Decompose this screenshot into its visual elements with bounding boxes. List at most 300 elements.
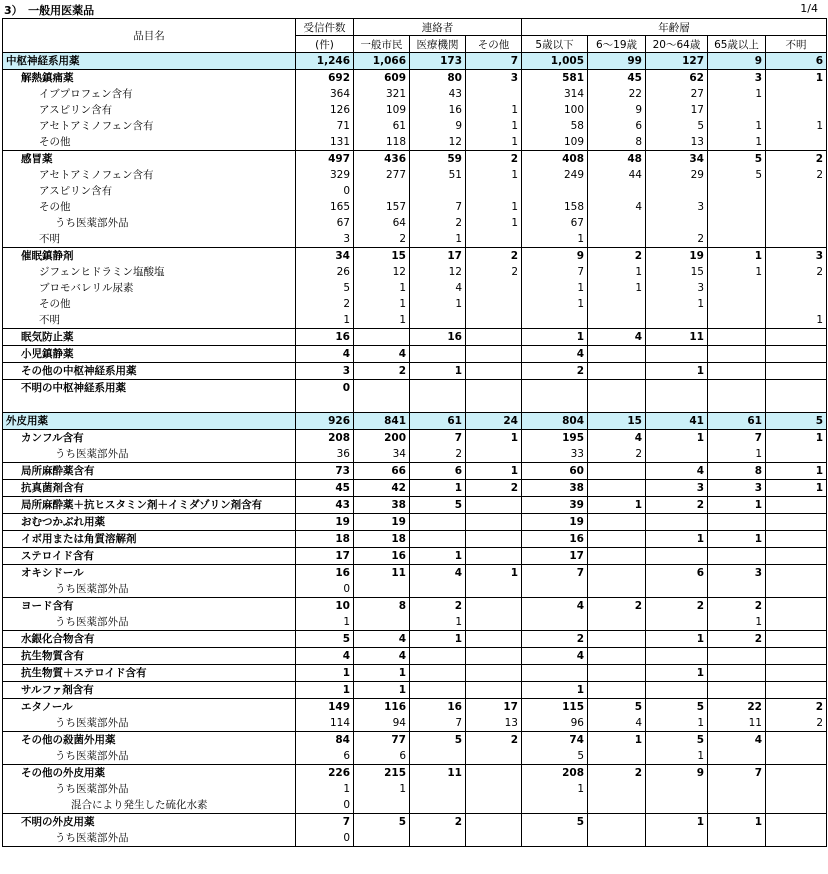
contact-other-cell: [466, 665, 522, 682]
count-cell: 10: [296, 598, 354, 615]
contact-public-cell: 109: [354, 102, 410, 118]
header-age-20-64: 20～64歳: [646, 36, 708, 53]
contact-public-cell: 34: [354, 446, 410, 463]
item-name-cell: ブロモバレリル尿素: [3, 280, 296, 296]
age-6-19-cell: 9: [588, 102, 646, 118]
contact-medical-cell: 1: [410, 614, 466, 631]
contact-medical-cell: 16: [410, 102, 466, 118]
age-6-19-cell: 45: [588, 70, 646, 87]
age-0-5-cell: 1: [522, 280, 588, 296]
count-cell: 1: [296, 665, 354, 682]
age-20-64-cell: [646, 614, 708, 631]
count-cell: 208: [296, 430, 354, 447]
age-unknown-cell: [766, 614, 827, 631]
item-name-cell: アスピリン含有: [3, 183, 296, 199]
age-0-5-cell: 4: [522, 346, 588, 363]
age-0-5-cell: 39: [522, 497, 588, 514]
age-6-19-cell: 22: [588, 86, 646, 102]
age-0-5-cell: 74: [522, 732, 588, 749]
age-20-64-cell: [646, 781, 708, 797]
age-0-5-cell: 60: [522, 463, 588, 480]
contact-other-cell: 24: [466, 413, 522, 430]
count-cell: 1: [296, 312, 354, 329]
age-unknown-cell: [766, 814, 827, 831]
contact-public-cell: [354, 329, 410, 346]
age-unknown-cell: 2: [766, 699, 827, 716]
age-20-64-cell: 1: [646, 748, 708, 765]
age-unknown-cell: 5: [766, 413, 827, 430]
header-contact-other: その他: [466, 36, 522, 53]
table-row: [3, 346, 827, 363]
contact-medical-cell: 2: [410, 598, 466, 615]
age-20-64-cell: [646, 183, 708, 199]
age-20-64-cell: 3: [646, 480, 708, 497]
age-20-64-cell: 127: [646, 53, 708, 70]
contact-public-cell: 64: [354, 215, 410, 231]
header-item: 品目名: [3, 19, 296, 53]
age-20-64-cell: 1: [646, 814, 708, 831]
table-row: [3, 363, 827, 380]
contact-other-cell: 1: [466, 167, 522, 183]
contact-public-cell: 841: [354, 413, 410, 430]
age-20-64-cell: 1: [646, 363, 708, 380]
age-20-64-cell: 9: [646, 765, 708, 782]
contact-other-cell: [466, 765, 522, 782]
age-65-plus-cell: [708, 581, 766, 598]
age-6-19-cell: 1: [588, 497, 646, 514]
table-row: [3, 548, 827, 565]
age-0-5-cell: 408: [522, 151, 588, 168]
contact-medical-cell: 7: [410, 430, 466, 447]
contact-medical-cell: 80: [410, 70, 466, 87]
table-row: [3, 167, 827, 183]
count-cell: 7: [296, 814, 354, 831]
age-6-19-cell: 6: [588, 118, 646, 134]
age-unknown-cell: 2: [766, 715, 827, 732]
age-6-19-cell: 2: [588, 598, 646, 615]
contact-other-cell: 2: [466, 480, 522, 497]
header-count-unit: (件): [296, 36, 354, 53]
item-name-cell: うち医薬部外品: [3, 614, 296, 631]
age-unknown-cell: 1: [766, 480, 827, 497]
contact-public-cell: 1: [354, 665, 410, 682]
age-65-plus-cell: 3: [708, 480, 766, 497]
item-name-cell: 中枢神経系用薬: [3, 53, 296, 70]
header-count: 受信件数: [296, 19, 354, 36]
age-0-5-cell: [522, 797, 588, 814]
contact-public-cell: 1: [354, 280, 410, 296]
contact-medical-cell: 1: [410, 363, 466, 380]
contact-medical-cell: [410, 346, 466, 363]
age-unknown-cell: [766, 565, 827, 582]
age-20-64-cell: 15: [646, 264, 708, 280]
contact-medical-cell: 9: [410, 118, 466, 134]
contact-other-cell: 2: [466, 264, 522, 280]
contact-other-cell: 3: [466, 70, 522, 87]
count-cell: 26: [296, 264, 354, 280]
age-65-plus-cell: 2: [708, 598, 766, 615]
table-row: [3, 430, 827, 447]
contact-other-cell: [466, 648, 522, 665]
contact-other-cell: [466, 830, 522, 847]
age-unknown-cell: [766, 631, 827, 648]
age-6-19-cell: [588, 548, 646, 565]
count-cell: 226: [296, 765, 354, 782]
table-row: [3, 248, 827, 265]
contact-medical-cell: [410, 682, 466, 699]
table-row: [3, 765, 827, 782]
age-20-64-cell: [646, 446, 708, 463]
table-row: [3, 183, 827, 199]
age-20-64-cell: [646, 514, 708, 531]
age-65-plus-cell: 2: [708, 631, 766, 648]
count-cell: 692: [296, 70, 354, 87]
contact-other-cell: [466, 631, 522, 648]
item-name-cell: 不明: [3, 231, 296, 248]
age-20-64-cell: 2: [646, 497, 708, 514]
age-65-plus-cell: [708, 380, 766, 397]
age-20-64-cell: [646, 797, 708, 814]
contact-public-cell: 2: [354, 231, 410, 248]
age-65-plus-cell: 1: [708, 118, 766, 134]
age-65-plus-cell: 8: [708, 463, 766, 480]
contact-medical-cell: 2: [410, 814, 466, 831]
count-cell: 1: [296, 682, 354, 699]
age-0-5-cell: 5: [522, 748, 588, 765]
age-6-19-cell: [588, 346, 646, 363]
item-name-cell: イボ用または角質溶解剤: [3, 531, 296, 548]
age-6-19-cell: [588, 830, 646, 847]
table-row: [3, 134, 827, 151]
age-0-5-cell: [522, 665, 588, 682]
item-name-cell: その他の中枢神経系用薬: [3, 363, 296, 380]
age-20-64-cell: 34: [646, 151, 708, 168]
age-65-plus-cell: [708, 312, 766, 329]
contact-public-cell: 12: [354, 264, 410, 280]
age-65-plus-cell: [708, 548, 766, 565]
table-row: [3, 797, 827, 814]
table-row: [3, 565, 827, 582]
age-65-plus-cell: [708, 396, 766, 413]
age-6-19-cell: 1: [588, 264, 646, 280]
header-age-0-5: 5歳以下: [522, 36, 588, 53]
age-0-5-cell: 1: [522, 682, 588, 699]
contact-medical-cell: 173: [410, 53, 466, 70]
contact-public-cell: [354, 396, 410, 413]
age-65-plus-cell: [708, 199, 766, 215]
age-6-19-cell: [588, 183, 646, 199]
count-cell: 1: [296, 614, 354, 631]
item-name-cell: うち医薬部外品: [3, 581, 296, 598]
contact-medical-cell: [410, 797, 466, 814]
contact-other-cell: [466, 781, 522, 797]
contact-public-cell: 15: [354, 248, 410, 265]
table-row: [3, 463, 827, 480]
age-65-plus-cell: [708, 329, 766, 346]
contact-other-cell: 7: [466, 53, 522, 70]
age-20-64-cell: 1: [646, 631, 708, 648]
age-0-5-cell: 1: [522, 296, 588, 312]
count-cell: 364: [296, 86, 354, 102]
age-6-19-cell: 4: [588, 715, 646, 732]
age-0-5-cell: 109: [522, 134, 588, 151]
contact-other-cell: [466, 581, 522, 598]
age-65-plus-cell: [708, 346, 766, 363]
contact-medical-cell: 11: [410, 765, 466, 782]
header-age-unknown: 不明: [766, 36, 827, 53]
header-age-6-19: 6～19歳: [588, 36, 646, 53]
age-0-5-cell: 7: [522, 565, 588, 582]
age-0-5-cell: [522, 581, 588, 598]
contact-other-cell: [466, 497, 522, 514]
age-unknown-cell: 1: [766, 463, 827, 480]
age-unknown-cell: [766, 280, 827, 296]
contact-other-cell: [466, 363, 522, 380]
age-20-64-cell: 1: [646, 531, 708, 548]
count-cell: 17: [296, 548, 354, 565]
age-20-64-cell: [646, 682, 708, 699]
header-contact-public: 一般市民: [354, 36, 410, 53]
contact-public-cell: 1: [354, 312, 410, 329]
contact-public-cell: 200: [354, 430, 410, 447]
age-0-5-cell: 581: [522, 70, 588, 87]
age-20-64-cell: 11: [646, 329, 708, 346]
contact-other-cell: [466, 814, 522, 831]
item-name-cell: うち医薬部外品: [3, 215, 296, 231]
count-cell: 67: [296, 215, 354, 231]
item-name-cell: イブプロフェン含有: [3, 86, 296, 102]
contact-medical-cell: 2: [410, 446, 466, 463]
age-6-19-cell: 4: [588, 199, 646, 215]
count-cell: 0: [296, 830, 354, 847]
age-unknown-cell: [766, 346, 827, 363]
age-65-plus-cell: 5: [708, 167, 766, 183]
age-0-5-cell: 1: [522, 329, 588, 346]
age-0-5-cell: 96: [522, 715, 588, 732]
age-6-19-cell: [588, 814, 646, 831]
contact-other-cell: 13: [466, 715, 522, 732]
contact-medical-cell: [410, 380, 466, 397]
age-65-plus-cell: 1: [708, 264, 766, 280]
age-6-19-cell: [588, 312, 646, 329]
age-unknown-cell: [766, 86, 827, 102]
age-6-19-cell: [588, 614, 646, 631]
age-6-19-cell: 8: [588, 134, 646, 151]
age-20-64-cell: 13: [646, 134, 708, 151]
age-6-19-cell: [588, 231, 646, 248]
age-0-5-cell: 1: [522, 781, 588, 797]
age-0-5-cell: 5: [522, 814, 588, 831]
item-name-cell: オキシドール: [3, 565, 296, 582]
age-65-plus-cell: 7: [708, 430, 766, 447]
count-cell: 497: [296, 151, 354, 168]
age-65-plus-cell: 3: [708, 565, 766, 582]
age-65-plus-cell: 5: [708, 151, 766, 168]
age-6-19-cell: [588, 531, 646, 548]
item-name-cell: 局所麻酔薬含有: [3, 463, 296, 480]
contact-other-cell: [466, 380, 522, 397]
count-cell: 329: [296, 167, 354, 183]
age-20-64-cell: 41: [646, 413, 708, 430]
table-row: [3, 497, 827, 514]
header-contact-medical: 医療機関: [410, 36, 466, 53]
contact-other-cell: [466, 682, 522, 699]
age-unknown-cell: 6: [766, 53, 827, 70]
item-name-cell: カンフル含有: [3, 430, 296, 447]
age-unknown-cell: [766, 215, 827, 231]
age-20-64-cell: 4: [646, 463, 708, 480]
contact-medical-cell: [410, 312, 466, 329]
age-65-plus-cell: [708, 748, 766, 765]
age-unknown-cell: [766, 380, 827, 397]
age-65-plus-cell: 1: [708, 446, 766, 463]
age-65-plus-cell: [708, 682, 766, 699]
age-20-64-cell: 27: [646, 86, 708, 102]
age-6-19-cell: [588, 565, 646, 582]
contact-public-cell: 6: [354, 748, 410, 765]
count-cell: 71: [296, 118, 354, 134]
contact-medical-cell: 1: [410, 296, 466, 312]
age-65-plus-cell: [708, 830, 766, 847]
contact-other-cell: [466, 86, 522, 102]
age-0-5-cell: 38: [522, 480, 588, 497]
item-name-cell: エタノール: [3, 699, 296, 716]
contact-public-cell: 2: [354, 363, 410, 380]
contact-medical-cell: [410, 514, 466, 531]
contact-public-cell: 118: [354, 134, 410, 151]
age-unknown-cell: [766, 548, 827, 565]
age-6-19-cell: [588, 631, 646, 648]
item-name-cell: 抗生物質＋ステロイド含有: [3, 665, 296, 682]
age-6-19-cell: [588, 581, 646, 598]
age-unknown-cell: 2: [766, 167, 827, 183]
age-0-5-cell: 158: [522, 199, 588, 215]
age-20-64-cell: [646, 581, 708, 598]
age-0-5-cell: [522, 396, 588, 413]
age-65-plus-cell: [708, 231, 766, 248]
age-65-plus-cell: 61: [708, 413, 766, 430]
age-unknown-cell: 2: [766, 264, 827, 280]
age-0-5-cell: 58: [522, 118, 588, 134]
contact-public-cell: 42: [354, 480, 410, 497]
age-6-19-cell: 15: [588, 413, 646, 430]
count-cell: [296, 396, 354, 413]
contact-other-cell: [466, 296, 522, 312]
table-row: [3, 682, 827, 699]
age-6-19-cell: 2: [588, 248, 646, 265]
count-cell: 149: [296, 699, 354, 716]
contact-public-cell: 116: [354, 699, 410, 716]
age-65-plus-cell: 3: [708, 70, 766, 87]
contact-medical-cell: 2: [410, 215, 466, 231]
age-6-19-cell: [588, 463, 646, 480]
contact-medical-cell: 59: [410, 151, 466, 168]
item-name-cell: 催眠鎮静剤: [3, 248, 296, 265]
table-row: [3, 151, 827, 168]
item-name-cell: 小児鎮静薬: [3, 346, 296, 363]
age-0-5-cell: [522, 830, 588, 847]
count-cell: 3: [296, 231, 354, 248]
table-row: [3, 514, 827, 531]
contact-other-cell: 1: [466, 215, 522, 231]
contact-medical-cell: 16: [410, 699, 466, 716]
age-0-5-cell: 2: [522, 631, 588, 648]
age-6-19-cell: 2: [588, 765, 646, 782]
age-6-19-cell: [588, 797, 646, 814]
age-20-64-cell: [646, 380, 708, 397]
count-cell: 114: [296, 715, 354, 732]
age-6-19-cell: 1: [588, 280, 646, 296]
count-cell: 43: [296, 497, 354, 514]
age-6-19-cell: [588, 380, 646, 397]
contact-other-cell: [466, 797, 522, 814]
contact-public-cell: 1: [354, 296, 410, 312]
age-65-plus-cell: [708, 296, 766, 312]
age-unknown-cell: [766, 134, 827, 151]
contact-medical-cell: 7: [410, 199, 466, 215]
item-name-cell: [3, 396, 296, 413]
contact-medical-cell: 17: [410, 248, 466, 265]
contact-other-cell: 2: [466, 151, 522, 168]
contact-public-cell: 61: [354, 118, 410, 134]
age-65-plus-cell: [708, 797, 766, 814]
contact-public-cell: 4: [354, 648, 410, 665]
contact-medical-cell: [410, 581, 466, 598]
statistics-table: [2, 18, 827, 847]
age-0-5-cell: 4: [522, 648, 588, 665]
age-20-64-cell: 1: [646, 430, 708, 447]
table-row: [3, 70, 827, 87]
item-name-cell: 抗生物質含有: [3, 648, 296, 665]
age-6-19-cell: 4: [588, 430, 646, 447]
contact-public-cell: 609: [354, 70, 410, 87]
contact-medical-cell: 1: [410, 480, 466, 497]
age-0-5-cell: 115: [522, 699, 588, 716]
table-body: [3, 53, 827, 847]
table-row: [3, 215, 827, 231]
item-name-cell: ジフェンヒドラミン塩酸塩: [3, 264, 296, 280]
contact-other-cell: [466, 280, 522, 296]
contact-medical-cell: 12: [410, 264, 466, 280]
contact-medical-cell: [410, 748, 466, 765]
count-cell: 16: [296, 565, 354, 582]
age-20-64-cell: [646, 215, 708, 231]
age-6-19-cell: 2: [588, 446, 646, 463]
count-cell: 19: [296, 514, 354, 531]
age-6-19-cell: [588, 296, 646, 312]
age-unknown-cell: 1: [766, 70, 827, 87]
item-name-cell: その他: [3, 296, 296, 312]
age-6-19-cell: 99: [588, 53, 646, 70]
age-unknown-cell: [766, 748, 827, 765]
table-row: [3, 748, 827, 765]
table-row: [3, 648, 827, 665]
contact-medical-cell: 61: [410, 413, 466, 430]
contact-other-cell: [466, 183, 522, 199]
age-unknown-cell: [766, 329, 827, 346]
count-cell: 18: [296, 531, 354, 548]
contact-other-cell: 2: [466, 732, 522, 749]
age-unknown-cell: 2: [766, 151, 827, 168]
contact-medical-cell: 51: [410, 167, 466, 183]
age-65-plus-cell: 11: [708, 715, 766, 732]
age-20-64-cell: [646, 396, 708, 413]
table-row: [3, 631, 827, 648]
contact-public-cell: 77: [354, 732, 410, 749]
age-20-64-cell: 17: [646, 102, 708, 118]
contact-other-cell: 2: [466, 248, 522, 265]
count-cell: 84: [296, 732, 354, 749]
